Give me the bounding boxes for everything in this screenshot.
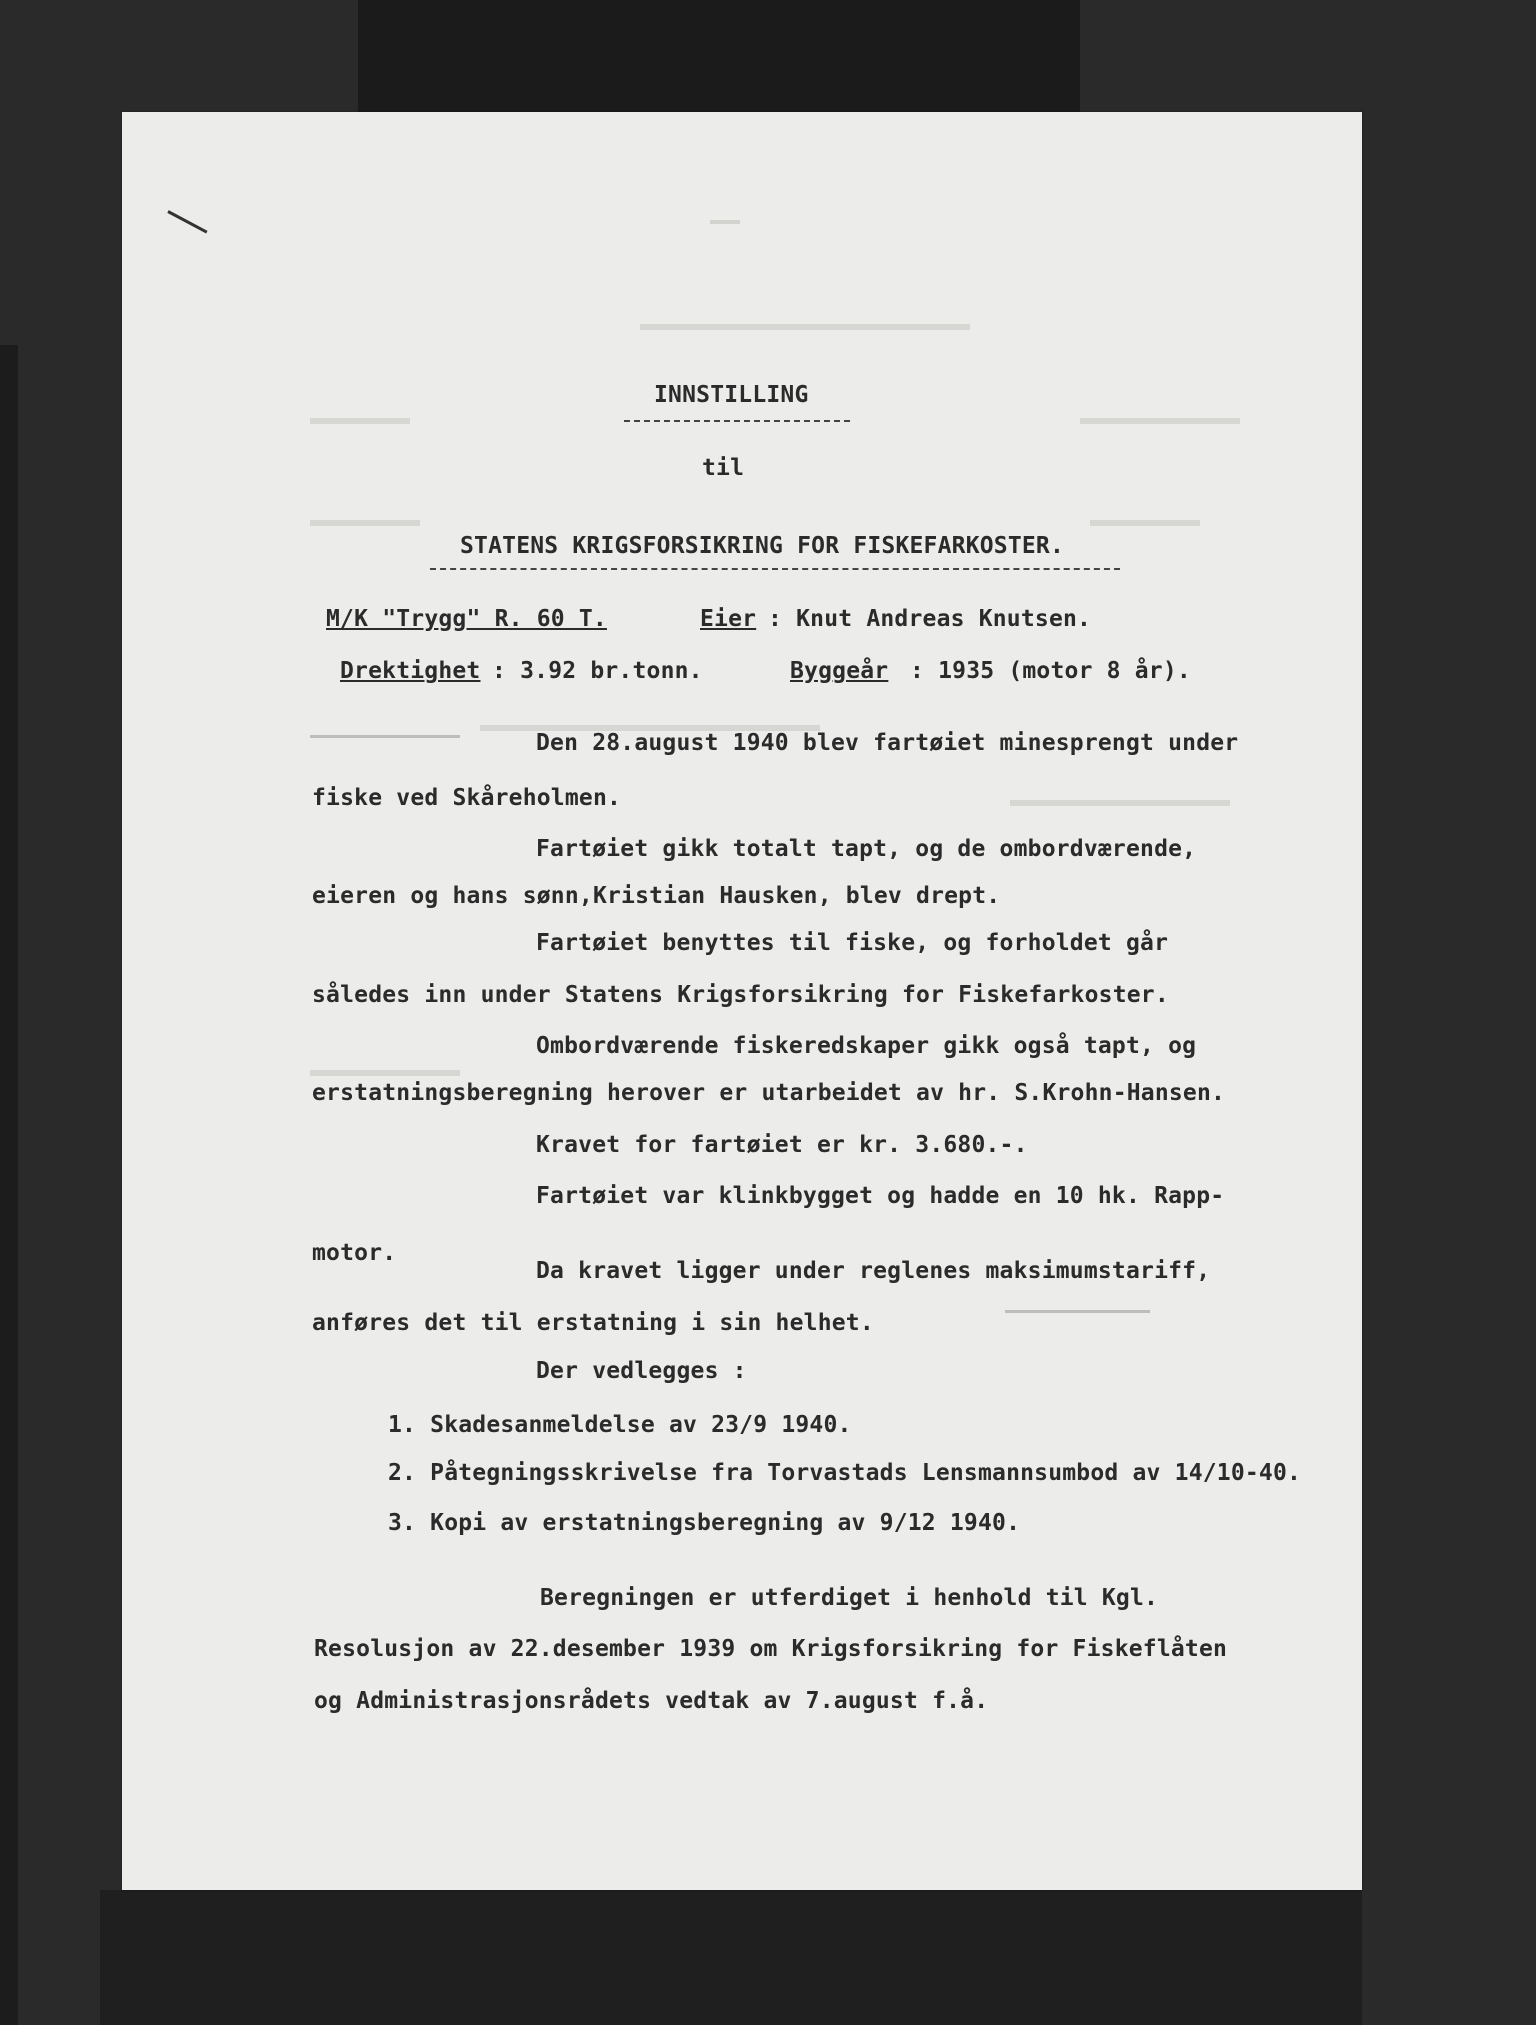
show-through-mark <box>310 418 410 424</box>
paragraph-line: fiske ved Skåreholmen. <box>312 785 622 811</box>
attachment-item: 1. Skadesanmeldelse av 23/9 1940. <box>388 1412 852 1438</box>
paragraph-line: Fartøiet var klinkbygget og hadde en 10 hk. Rapp- <box>536 1183 1225 1209</box>
owner-value: : Knut Andreas Knutsen. <box>768 606 1092 632</box>
document-title: INNSTILLING <box>654 382 809 408</box>
paragraph-line: eieren og hans sønn,Kristian Hausken, blev drept. <box>312 883 1001 909</box>
closing-line: og Administrasjonsrådets vedtak av 7.august f.å. <box>314 1688 989 1714</box>
show-through-mark <box>640 324 970 330</box>
show-through-mark <box>310 735 460 738</box>
paragraph-line: Der vedlegges : <box>536 1358 747 1384</box>
show-through-mark <box>1090 520 1200 526</box>
paper-lower-shade <box>100 1890 1362 2025</box>
title-underline <box>624 420 850 422</box>
show-through-mark <box>310 1070 460 1076</box>
recipient-underline <box>430 568 1120 570</box>
tonnage-value: : 3.92 br.tonn. <box>492 658 703 684</box>
paragraph-line: erstatningsberegning herover er utarbeidet av hr. S.Krohn-Hansen. <box>312 1080 1226 1106</box>
show-through-mark <box>710 220 740 224</box>
scanner-backdrop <box>358 0 1080 115</box>
show-through-mark <box>1080 418 1240 424</box>
paragraph-line: således inn under Statens Krigsforsikring for Fiskefarkoster. <box>312 982 1169 1008</box>
tonnage-label: Drektighet <box>340 658 481 684</box>
folder-edge <box>0 345 18 2025</box>
paragraph-line: Kravet for fartøiet er kr. 3.680.-. <box>536 1132 1028 1158</box>
owner-label: Eier <box>700 606 757 632</box>
show-through-mark <box>310 520 420 526</box>
paragraph-line: Den 28.august 1940 blev fartøiet minesprengt under <box>536 730 1239 756</box>
to-word: til <box>702 455 745 481</box>
attachment-item: 3. Kopi av erstatningsberegning av 9/12 1940. <box>388 1510 1021 1536</box>
paragraph-line: motor. <box>312 1240 397 1266</box>
build-value: : 1935 (motor 8 år). <box>910 658 1191 684</box>
show-through-mark <box>1010 800 1230 806</box>
vessel-name: M/K "Trygg" R. 60 T. <box>326 606 607 632</box>
paragraph-line: anføres det til erstatning i sin helhet. <box>312 1310 874 1336</box>
paragraph-line: Fartøiet gikk totalt tapt, og de ombordværende, <box>536 836 1197 862</box>
recipient: STATENS KRIGSFORSIKRING FOR FISKEFARKOSTER. <box>460 533 1065 559</box>
build-label: Byggeår <box>790 658 889 684</box>
paragraph-line: Ombordværende fiskeredskaper gikk også tapt, og <box>536 1033 1197 1059</box>
attachment-item: 2. Påtegningsskrivelse fra Torvastads Lensmannsumbod av 14/10-40. <box>388 1460 1302 1486</box>
closing-line: Beregningen er utferdiget i henhold til Kgl. <box>540 1585 1159 1611</box>
closing-line: Resolusjon av 22.desember 1939 om Krigsforsikring for Fiskeflåten <box>314 1636 1228 1662</box>
paragraph-line: Da kravet ligger under reglenes maksimumstariff, <box>536 1258 1211 1284</box>
show-through-mark <box>1005 1310 1150 1313</box>
paragraph-line: Fartøiet benyttes til fiske, og forholdet går <box>536 930 1169 956</box>
